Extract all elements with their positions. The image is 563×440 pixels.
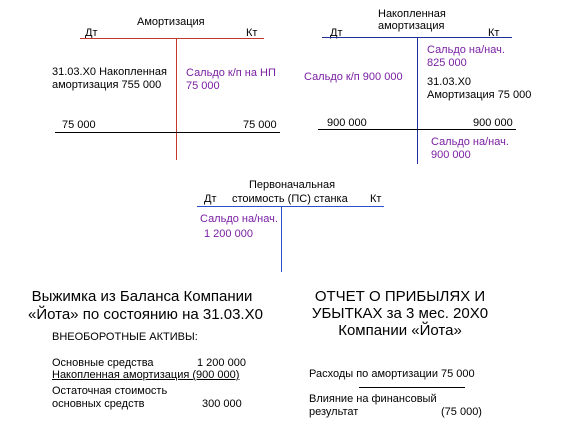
amortization-expense-row: Расходы по амортизации 75 000: [309, 368, 475, 380]
cost-credit-label: Кт: [370, 193, 382, 205]
cost-title-2: стоимость (ПС) станка: [232, 193, 348, 205]
accumulated-amortization-row: Накопленная амортизация (900 000): [52, 369, 240, 381]
amortization-balance-label: Сальдо к/п на НП: [186, 67, 276, 79]
balance-sheet-title-2: «Йота» по состоянию на 31.03.Х0: [28, 306, 263, 323]
accumulated-title-2: амортизация: [378, 20, 445, 32]
amortization-vertical-line: [176, 38, 177, 160]
pnl-title-3: Компании «Йота»: [338, 322, 462, 339]
financial-impact-value: (75 000): [441, 406, 482, 418]
amortization-credit-total: 75 000: [243, 119, 277, 131]
cost-horizontal-line: [197, 206, 384, 207]
fixed-assets-value: 1 200 000: [197, 357, 246, 369]
amortization-balance-value: 75 000: [186, 80, 220, 92]
cost-title-1: Первоначальная: [249, 179, 336, 191]
fixed-assets-label: Основные средства: [52, 357, 154, 369]
residual-value: 300 000: [202, 398, 242, 410]
accumulated-entry-2: Амортизация 75 000: [427, 89, 532, 101]
pnl-title-2: УБЫТКАХ за 3 мес. 20Х0: [311, 305, 489, 322]
pnl-title-1: ОТЧЕТ О ПРИБЫЛЯХ И: [314, 288, 486, 305]
cost-balance-value: 1 200 000: [204, 228, 253, 240]
balance-sheet-section: ВНЕОБОРОТНЫЕ АКТИВЫ:: [52, 331, 198, 343]
amortization-debit-entry-2: амортизация 755 000: [52, 79, 162, 91]
amortization-horizontal-line: [80, 38, 264, 39]
accumulated-open-balance-label: Сальдо на/нач.: [427, 44, 505, 56]
amortization-debit-entry-1: 31.03.Х0 Накопленная: [52, 66, 167, 78]
accumulated-credit-label: Кт: [488, 27, 500, 39]
amortization-debit-total: 75 000: [62, 119, 96, 131]
amortization-title: Амортизация: [137, 16, 205, 28]
residual-value-label-1: Остаточная стоимость: [52, 385, 168, 397]
amortization-debit-label: Дт: [85, 27, 98, 39]
accumulated-end-balance-value: 900 000: [431, 149, 471, 161]
accumulated-vertical-line: [417, 37, 418, 164]
amortization-credit-label: Кт: [246, 27, 258, 39]
financial-impact-label-1: Влияние на финансовый: [309, 393, 437, 405]
cost-debit-label: Дт: [204, 193, 217, 205]
pnl-separator-line: [359, 387, 465, 388]
accumulated-debit-balance: Сальдо к/п 900 000: [304, 71, 403, 83]
balance-sheet-title-1: Выжимка из Баланса Компании: [31, 288, 253, 305]
amortization-total-line: [55, 132, 280, 133]
accumulated-title-1: Накопленная: [378, 8, 446, 20]
accumulated-open-balance-value: 825 000: [427, 57, 467, 69]
cost-vertical-line: [281, 206, 282, 272]
financial-impact-label-2: результат: [309, 406, 359, 418]
residual-value-label-2: основных средств: [52, 398, 145, 410]
accumulated-debit-total: 900 000: [327, 117, 367, 129]
accumulated-entry-1: 31.03.Х0: [427, 76, 472, 88]
accumulated-total-line: [318, 129, 516, 130]
accumulated-end-balance-label: Сальдо на/нач.: [431, 136, 509, 148]
accumulated-credit-total: 900 000: [473, 117, 513, 129]
cost-balance-label: Сальдо на/нач.: [200, 213, 278, 225]
accumulated-debit-label: Дт: [330, 27, 343, 39]
